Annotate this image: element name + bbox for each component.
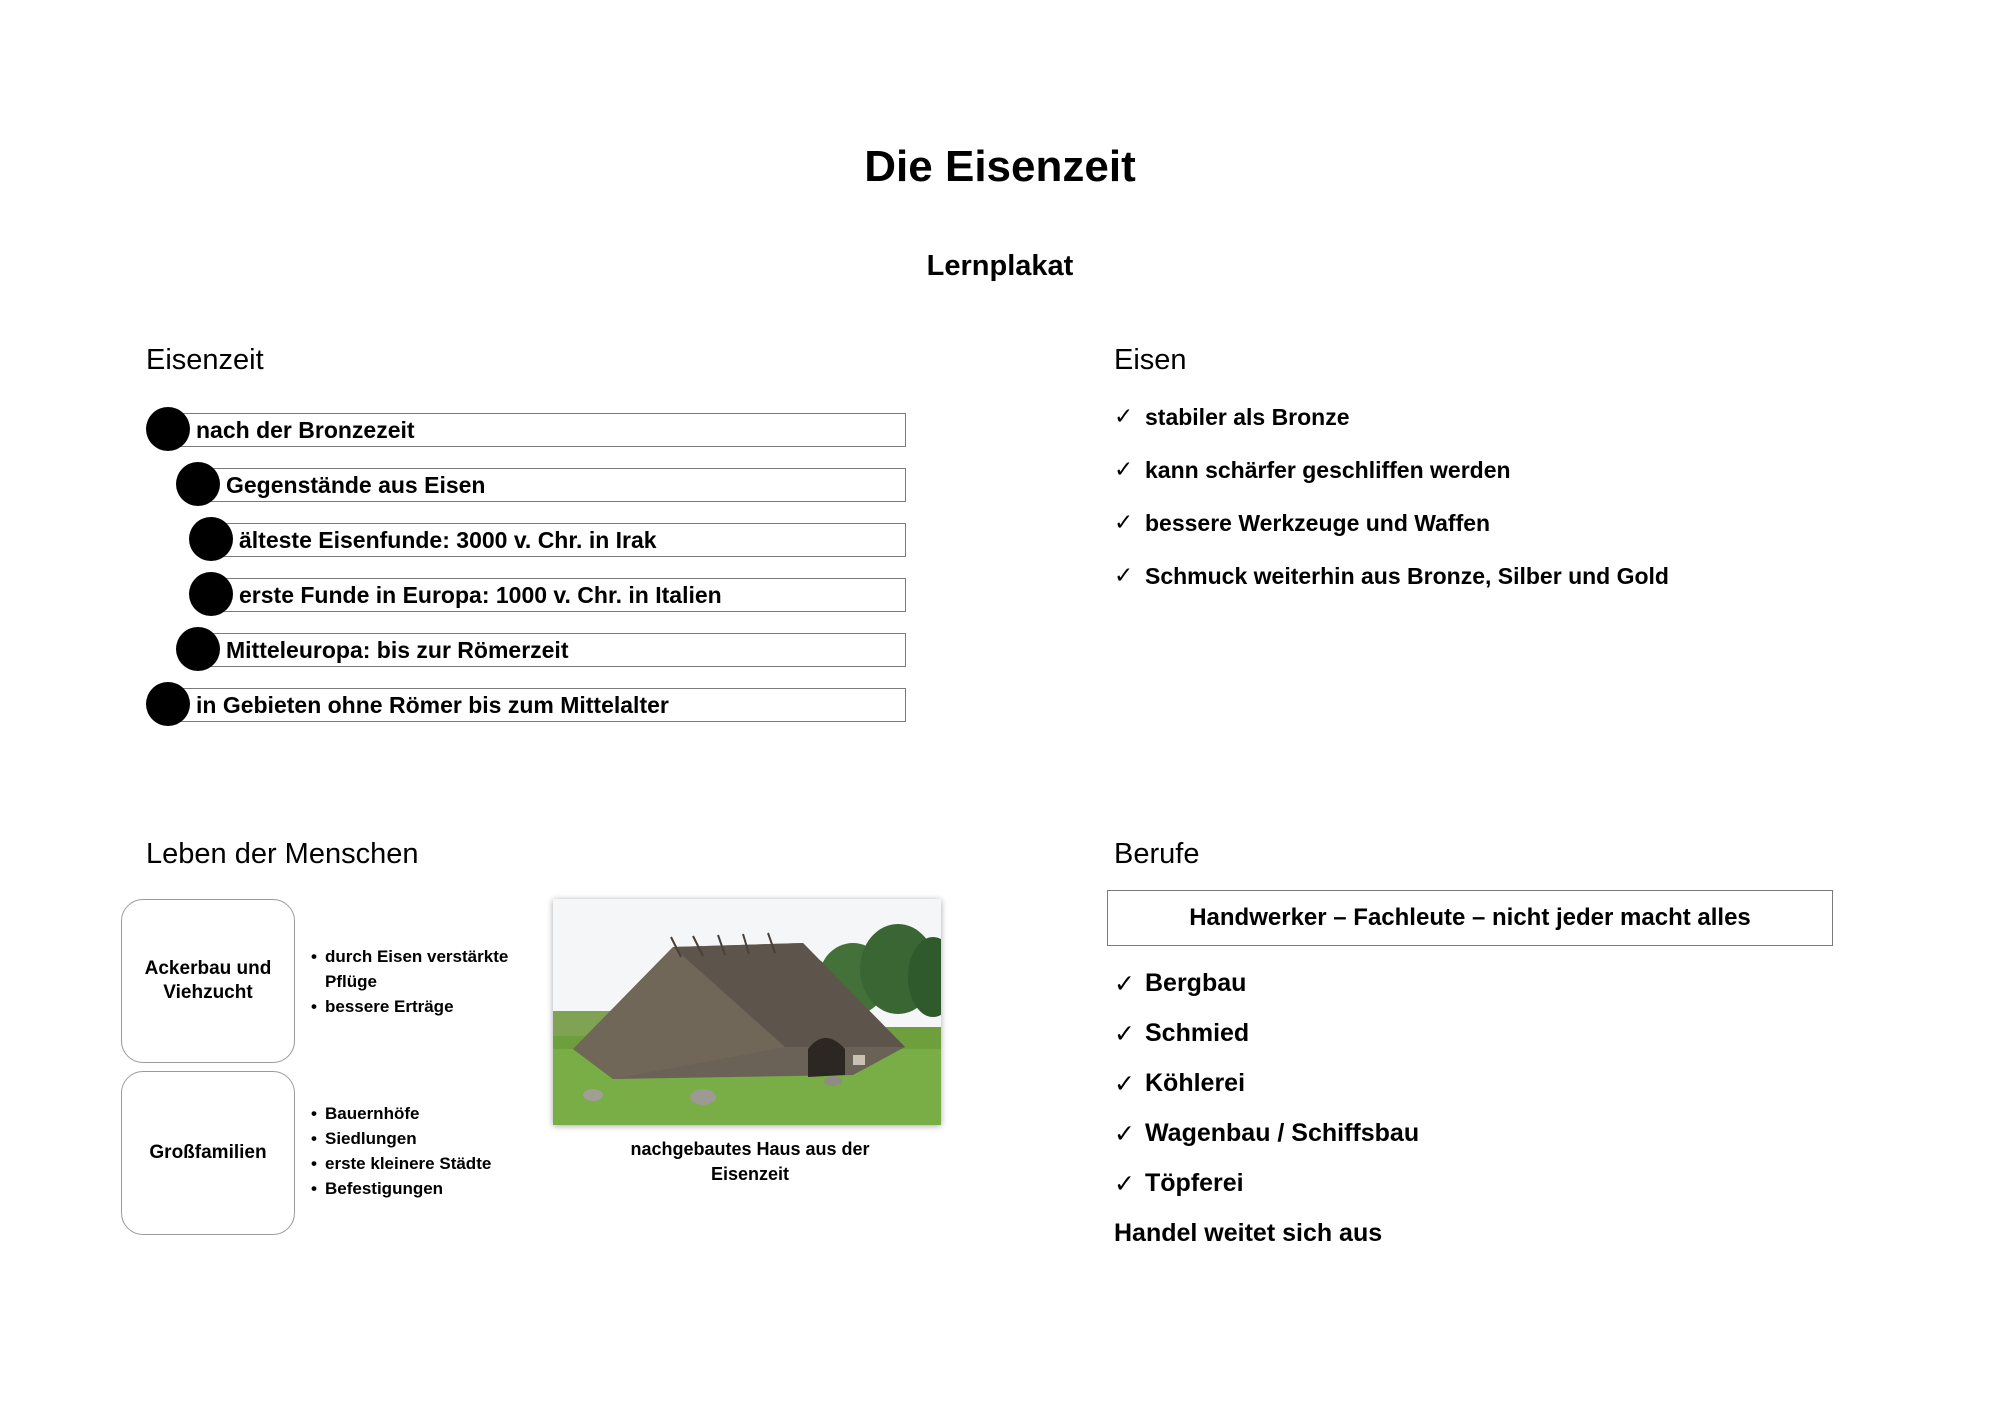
section-heading-leben: Leben der Menschen xyxy=(146,838,419,870)
check-icon: ✓ xyxy=(1114,1119,1135,1148)
check-icon: ✓ xyxy=(1114,457,1134,483)
check-icon: ✓ xyxy=(1114,404,1134,430)
section-heading-eisen: Eisen xyxy=(1114,344,1187,376)
timeline-text: erste Funde in Europa: 1000 v. Chr. in Italien xyxy=(239,582,722,608)
photo-caption: nachgebautes Haus aus der Eisenzeit xyxy=(630,1139,870,1184)
check-icon: ✓ xyxy=(1114,1019,1135,1048)
check-icon: ✓ xyxy=(1114,510,1134,536)
iron-age-house-photo xyxy=(553,899,941,1125)
topic-label: Großfamilien xyxy=(149,1142,267,1163)
timeline-text: in Gebieten ohne Römer bis zum Mittelalter xyxy=(196,692,669,718)
topic-box-ackerbau xyxy=(121,899,295,1063)
timeline-text: nach der Bronzezeit xyxy=(196,417,415,443)
timeline-text: Gegenstände aus Eisen xyxy=(226,472,486,498)
bullet-list-grossfamilien xyxy=(311,1101,531,1201)
bullet-item: • durch Eisen verstärkte Pflüge xyxy=(311,944,521,994)
timeline-item xyxy=(146,688,906,724)
section-heading-eisenzeit: Eisenzeit xyxy=(146,344,264,376)
bullet-item: • bessere Erträge xyxy=(311,994,521,1019)
section-heading-berufe: Berufe xyxy=(1114,838,1200,870)
timeline-item xyxy=(189,578,906,614)
timeline-dot xyxy=(146,407,190,451)
check-icon: ✓ xyxy=(1114,1069,1135,1098)
timeline-text: Mitteleuropa: bis zur Römerzeit xyxy=(226,637,569,663)
timeline-dot xyxy=(189,517,233,561)
poster-subtitle: Lernplakat xyxy=(926,250,1074,282)
bullet-item: • Befestigungen xyxy=(311,1176,531,1201)
berufe-banner: Handwerker – Fachleute – nicht jeder macht alles xyxy=(1107,890,1833,946)
topic-box-grossfamilien xyxy=(121,1071,295,1235)
timeline-dot xyxy=(189,572,233,616)
check-icon: ✓ xyxy=(1114,1169,1135,1198)
timeline-dot xyxy=(176,627,220,671)
timeline-item xyxy=(176,468,906,504)
check-icon: ✓ xyxy=(1114,563,1134,589)
bullet-item: • erste kleinere Städte xyxy=(311,1151,531,1176)
timeline-dot xyxy=(176,462,220,506)
timeline-dot xyxy=(146,682,190,726)
bullet-item: • Bauernhöfe xyxy=(311,1101,531,1126)
check-icon: ✓ xyxy=(1114,969,1135,998)
bullet-list-ackerbau xyxy=(311,944,521,1019)
timeline-text: älteste Eisenfunde: 3000 v. Chr. in Irak xyxy=(239,527,657,553)
trade-note: Handel weitet sich aus xyxy=(1114,1219,1383,1247)
bullet-item: • Siedlungen xyxy=(311,1126,531,1151)
timeline-item xyxy=(176,633,906,669)
timeline-item xyxy=(189,523,906,559)
topic-label: Ackerbau und Viehzucht xyxy=(144,958,272,1003)
timeline-item xyxy=(146,413,906,449)
poster-title: Die Eisenzeit xyxy=(864,142,1136,191)
